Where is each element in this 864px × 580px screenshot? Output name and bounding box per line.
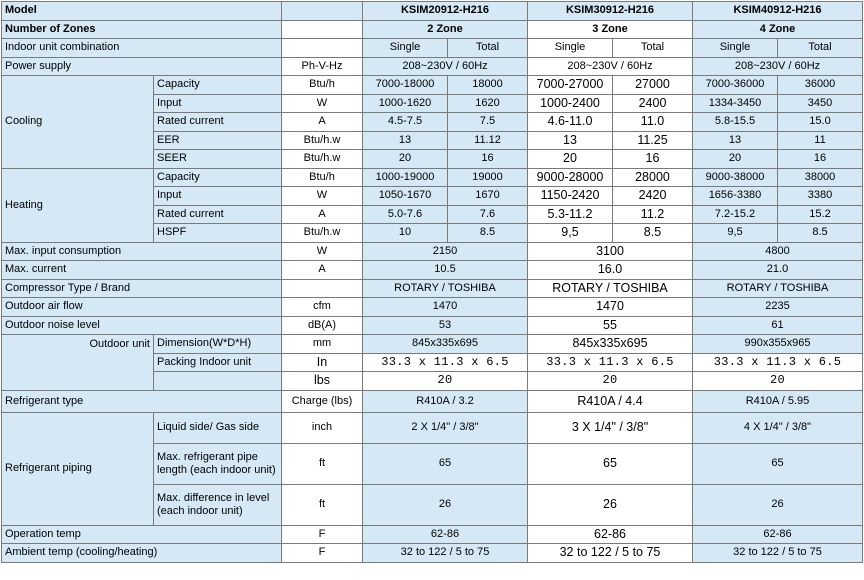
cell: 9,5 (528, 224, 613, 243)
model-name: KSIM40912-H216 (693, 2, 863, 21)
cell: 3100 (528, 242, 693, 261)
row-unit: inch (282, 412, 363, 443)
cell: 1670 (448, 187, 528, 206)
row-unit: dB(A) (282, 316, 363, 335)
cell: 32 to 122 / 5 to 75 (363, 544, 528, 563)
cell: 55 (528, 316, 693, 335)
table-row (2, 39, 863, 58)
cell: 11.12 (448, 131, 528, 150)
cell: 5.0-7.6 (363, 205, 448, 224)
table-row (2, 316, 863, 335)
cell: 4.6-11.0 (528, 113, 613, 132)
power-value: 208~230V / 60Hz (363, 57, 528, 76)
refrigerant-piping-label: Refrigerant piping (2, 412, 154, 525)
row-name: Packing Indoor unit (154, 353, 282, 372)
cell: 8.5 (613, 224, 693, 243)
spec-table (1, 1, 863, 563)
cell: 65 (528, 443, 693, 484)
cell: 62-86 (528, 525, 693, 544)
cell: 1000-1620 (363, 94, 448, 113)
cell: 33.3 x 11.3 x 6.5 (528, 353, 693, 372)
cell: 1470 (528, 298, 693, 317)
cell: 4 X 1/4" / 3/8" (693, 412, 863, 443)
row-unit: ft (282, 484, 363, 525)
cell: 20 (528, 150, 613, 169)
cell: 8.5 (448, 224, 528, 243)
cell: 7000-18000 (363, 76, 448, 95)
row-unit: cfm (282, 298, 363, 317)
cell: 3450 (778, 94, 863, 113)
cell: 8.5 (778, 224, 863, 243)
row-unit: mm (282, 335, 363, 354)
cell: 7000-27000 (528, 76, 613, 95)
row-unit: Btu/h.w (282, 150, 363, 169)
power-label: Power supply (2, 57, 282, 76)
cell: 9000-28000 (528, 168, 613, 187)
cell: 9000-38000 (693, 168, 778, 187)
table-row (2, 544, 863, 563)
total-label: Total (613, 39, 693, 58)
cell: 62-86 (363, 525, 528, 544)
cell: 2 X 1/4" / 3/8" (363, 412, 528, 443)
cell: 7.6 (448, 205, 528, 224)
row-unit: lbs (282, 372, 363, 391)
table-row (2, 390, 863, 412)
row-name: Max. refrigerant pipe length (each indoor unit) (154, 443, 282, 484)
cell: 2400 (613, 94, 693, 113)
cell: 2420 (613, 187, 693, 206)
cell: 19000 (448, 168, 528, 187)
cell: 7.2-15.2 (693, 205, 778, 224)
model-label: Model (2, 2, 282, 21)
table-row (2, 2, 863, 21)
row-name: Rated current (154, 205, 282, 224)
cooling-label: Cooling (2, 76, 154, 169)
cell: 32 to 122 / 5 to 75 (528, 544, 693, 563)
cell: 1334-3450 (693, 94, 778, 113)
ambient-temp-label: Ambient temp (cooling/heating) (2, 544, 282, 563)
refrigerant-type-label: Refrigerant type (2, 390, 282, 412)
cell: 13 (528, 131, 613, 150)
row-unit: A (282, 261, 363, 280)
max-current-label: Max. current (2, 261, 282, 280)
row-unit: Btu/h.w (282, 224, 363, 243)
zones-label: Number of Zones (2, 20, 282, 39)
row-unit: ft (282, 443, 363, 484)
row-unit: A (282, 205, 363, 224)
cell: 61 (693, 316, 863, 335)
row-name: Input (154, 187, 282, 206)
model-name: KSIM30912-H216 (528, 2, 693, 21)
cell: 18000 (448, 76, 528, 95)
cell: 3380 (778, 187, 863, 206)
row-name: Max. difference in level (each indoor unit) (154, 484, 282, 525)
row-unit: In (282, 353, 363, 372)
total-label: Total (778, 39, 863, 58)
cell: 15.2 (778, 205, 863, 224)
power-value: 208~230V / 60Hz (528, 57, 693, 76)
cell: 11 (778, 131, 863, 150)
cell: 11.25 (613, 131, 693, 150)
table-row (2, 412, 863, 443)
cell: ROTARY / TOSHIBA (363, 279, 528, 298)
cell: 1150-2420 (528, 187, 613, 206)
cell: 1656-3380 (693, 187, 778, 206)
cell: 5.8-15.5 (693, 113, 778, 132)
cell: R410A / 4.4 (528, 390, 693, 412)
cell: ROTARY / TOSHIBA (693, 279, 863, 298)
cell: 16 (448, 150, 528, 169)
cell: 5.3-11.2 (528, 205, 613, 224)
table-row (2, 242, 863, 261)
zone-count: 3 Zone (528, 20, 693, 39)
cell: R410A / 3.2 (363, 390, 528, 412)
cell: 36000 (778, 76, 863, 95)
cell: 20 (363, 150, 448, 169)
row-name: Capacity (154, 168, 282, 187)
table-row (2, 525, 863, 544)
row-unit: W (282, 94, 363, 113)
cell: 38000 (778, 168, 863, 187)
cell: 26 (693, 484, 863, 525)
cell: 2235 (693, 298, 863, 317)
cell: 13 (693, 131, 778, 150)
cell: 1470 (363, 298, 528, 317)
table-row (2, 57, 863, 76)
cell: 4.5-7.5 (363, 113, 448, 132)
table-row (2, 335, 863, 354)
cell: 7.5 (448, 113, 528, 132)
table-row (2, 261, 863, 280)
row-unit: Charge (lbs) (282, 390, 363, 412)
cell: 7000-36000 (693, 76, 778, 95)
table-row (2, 298, 863, 317)
combo-label: Indoor unit combination (2, 39, 282, 58)
cell: 11.0 (613, 113, 693, 132)
cell: 845x335x695 (528, 335, 693, 354)
table-row (2, 168, 863, 187)
cell: 65 (693, 443, 863, 484)
noise-label: Outdoor noise level (2, 316, 282, 335)
power-value: 208~230V / 60Hz (693, 57, 863, 76)
cell: 20 (693, 372, 863, 391)
cell: 20 (693, 150, 778, 169)
cell: 15.0 (778, 113, 863, 132)
cell: R410A / 5.95 (693, 390, 863, 412)
total-label: Total (448, 39, 528, 58)
table-row (2, 20, 863, 39)
row-unit: F (282, 525, 363, 544)
single-label: Single (693, 39, 778, 58)
heating-label: Heating (2, 168, 154, 242)
compressor-label: Compressor Type / Brand (2, 279, 282, 298)
row-name: SEER (154, 150, 282, 169)
cell: 21.0 (693, 261, 863, 280)
zone-count: 2 Zone (363, 20, 528, 39)
cell: 28000 (613, 168, 693, 187)
cell: 62-86 (693, 525, 863, 544)
cell: 13 (363, 131, 448, 150)
row-unit: A (282, 113, 363, 132)
row-name: Liquid side/ Gas side (154, 412, 282, 443)
cell: 20 (363, 372, 528, 391)
max-input-label: Max. input consumption (2, 242, 282, 261)
cell: ROTARY / TOSHIBA (528, 279, 693, 298)
cell: 16 (613, 150, 693, 169)
airflow-label: Outdoor air flow (2, 298, 282, 317)
zone-count: 4 Zone (693, 20, 863, 39)
cell: 1050-1670 (363, 187, 448, 206)
row-unit: F (282, 544, 363, 563)
cell: 16 (778, 150, 863, 169)
table-row (2, 76, 863, 95)
outdoor-unit-label: Outdoor unit (2, 335, 154, 391)
row-name: Capacity (154, 76, 282, 95)
cell: 32 to 122 / 5 to 75 (693, 544, 863, 563)
cell: 27000 (613, 76, 693, 95)
cell: 53 (363, 316, 528, 335)
power-unit: Ph-V-Hz (282, 57, 363, 76)
cell: 33.3 x 11.3 x 6.5 (363, 353, 528, 372)
row-name: HSPF (154, 224, 282, 243)
single-label: Single (528, 39, 613, 58)
cell: 65 (363, 443, 528, 484)
cell: 26 (363, 484, 528, 525)
cell: 20 (528, 372, 693, 391)
cell: 10 (363, 224, 448, 243)
cell: 990x355x965 (693, 335, 863, 354)
row-name: EER (154, 131, 282, 150)
row-unit: W (282, 187, 363, 206)
row-unit: Btu/h (282, 76, 363, 95)
row-unit: Btu/h.w (282, 131, 363, 150)
cell: 1000-2400 (528, 94, 613, 113)
row-unit: W (282, 242, 363, 261)
cell: 33.3 x 11.3 x 6.5 (693, 353, 863, 372)
table-row (2, 279, 863, 298)
operation-temp-label: Operation temp (2, 525, 282, 544)
row-unit: Btu/h (282, 168, 363, 187)
cell: 9,5 (693, 224, 778, 243)
cell: 11.2 (613, 205, 693, 224)
row-name: Dimension(W*D*H) (154, 335, 282, 354)
cell: 3 X 1/4" / 3/8" (528, 412, 693, 443)
cell: 845x335x695 (363, 335, 528, 354)
cell: 4800 (693, 242, 863, 261)
row-name: Rated current (154, 113, 282, 132)
model-name: KSIM20912-H216 (363, 2, 528, 21)
cell: 1000-19000 (363, 168, 448, 187)
cell: 16.0 (528, 261, 693, 280)
cell: 2150 (363, 242, 528, 261)
cell: 26 (528, 484, 693, 525)
cell: 1620 (448, 94, 528, 113)
single-label: Single (363, 39, 448, 58)
row-name: Input (154, 94, 282, 113)
cell: 10.5 (363, 261, 528, 280)
